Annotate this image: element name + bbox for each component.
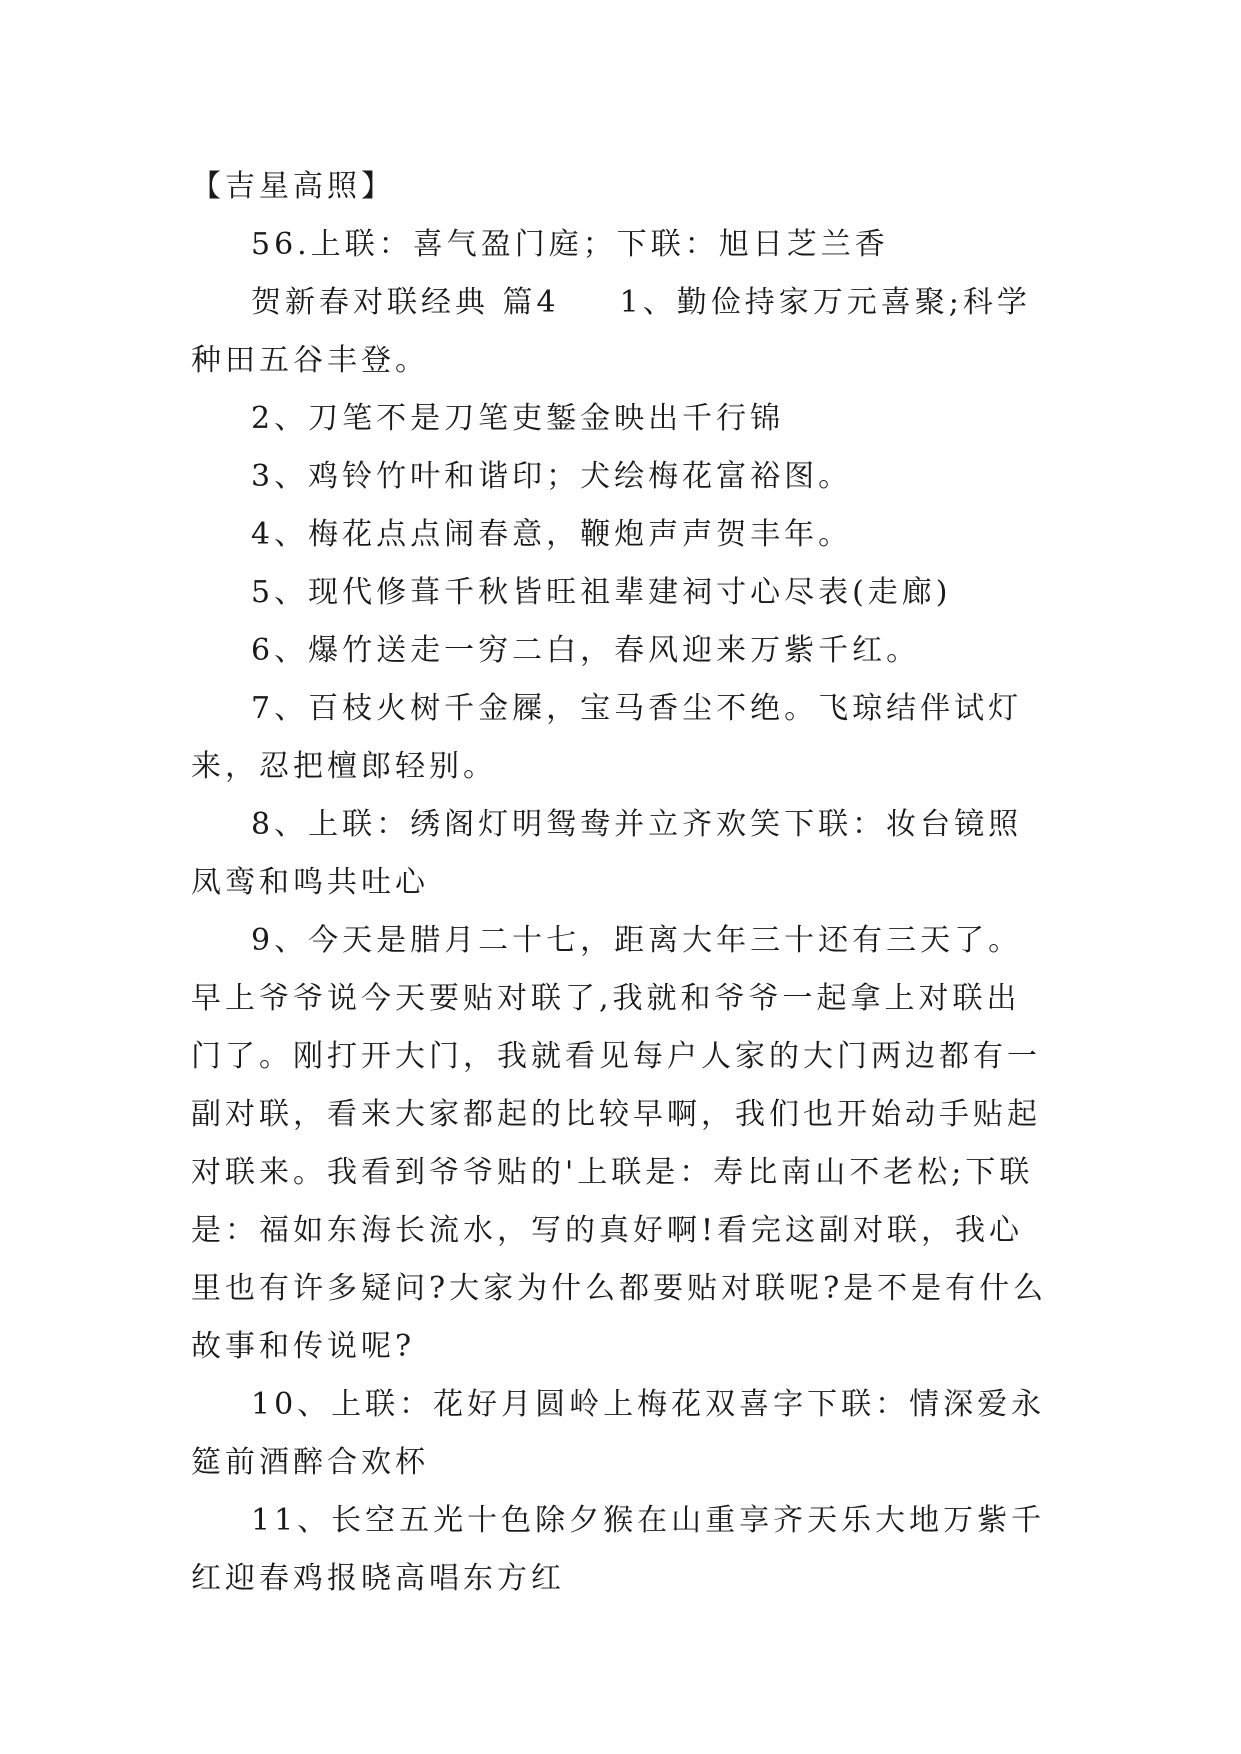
document-body bbox=[191, 158, 1053, 1608]
couplet-8: 8、上联：绣阁灯明鸳鸯并立齐欢笑下联：妆台镜照凤鸾和鸣共吐心 bbox=[191, 807, 1023, 900]
couplet-2: 2、刀笔不是刀笔吏錾金映出千行锦 bbox=[251, 401, 785, 436]
paragraph-9: 9、今天是腊月二十七，距离大年三十还有三天了。早上爷爷说今天要贴对联了,我就和爷爷一起拿上对联出门了。刚打开大门，我就看见每户人家的大门两边都有一副对联，看来大家都起的比较早啊，我们也开始动手贴起对联来。我看到爷爷贴的'上联是：寿比南山不老松;下联是：福如东海长流水，写的真好啊!看完这副对联，我心里也有许多疑问?大家为什么都要贴对联呢?是不是有什么故事和传说呢? bbox=[191, 923, 1048, 1364]
couplet-1: 1、勤俭持家万元喜聚;科学种田五谷丰登。 bbox=[191, 285, 1031, 378]
couplet-11: 11、长空五光十色除夕猴在山重享齐天乐大地万紫千红迎春鸡报晓高唱东方红 bbox=[191, 1503, 1046, 1596]
couplet-7: 7、百枝火树千金屧，宝马香尘不绝。飞琼结伴试灯来，忍把檀郎轻别。 bbox=[191, 691, 1023, 784]
couplet-5: 5、现代修葺千秋皆旺祖辈建祠寸心尽表(走廊) bbox=[251, 575, 952, 610]
couplet-4: 4、梅花点点闹春意，鞭炮声声贺丰年。 bbox=[251, 517, 853, 552]
couplet-6: 6、爆竹送走一穷二白，春风迎来万紫千红。 bbox=[251, 633, 921, 668]
section-title: 贺新春对联经典 篇4 bbox=[251, 285, 560, 320]
couplet-3: 3、鸡铃竹叶和谐印；犬绘梅花富裕图。 bbox=[251, 459, 853, 494]
section-heading: 【吉星高照】 bbox=[191, 169, 395, 204]
couplet-10: 10、上联：花好月圆岭上梅花双喜字下联：情深爱永筵前酒醉合欢杯 bbox=[191, 1387, 1046, 1480]
couplet-56: 56.上联：喜气盈门庭；下联：旭日芝兰香 bbox=[251, 227, 889, 262]
section-title-line bbox=[191, 274, 1053, 390]
